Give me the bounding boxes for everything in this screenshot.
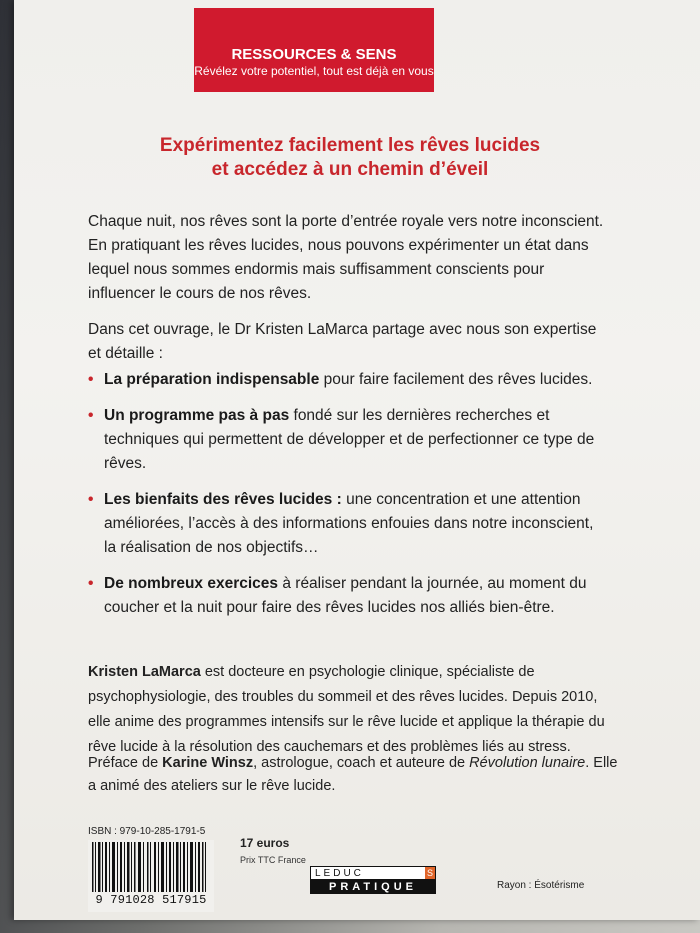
bullet-text: fondé sur les dernières recherches et techniques qui permettent de développer et de perfectionner ce type de rêves. bbox=[104, 407, 595, 472]
bullet-bold: Les bienfaits des rêves lucides : bbox=[104, 491, 342, 508]
author-bio bbox=[88, 660, 618, 760]
publisher-top bbox=[310, 866, 436, 880]
bullet-icon: • bbox=[88, 491, 94, 508]
bullet-text: une concentration et une attention améliorées, l’accès à des informations enfouies dans notre inconscient, la réalisation de nos objectifs… bbox=[104, 491, 594, 556]
preface-suffix: . Elle a animé des ateliers sur le rêve lucide. bbox=[88, 755, 618, 794]
feature-list bbox=[88, 368, 608, 632]
headline-line-2: et accédez à un chemin d’éveil bbox=[211, 159, 489, 180]
preface-middle: , astrologue, coach et auteure de bbox=[253, 755, 470, 771]
bullet-bold: Un programme pas à pas bbox=[104, 407, 290, 424]
intro-paragraph: Chaque nuit, nos rêves sont la porte d’entrée royale vers notre inconscient. En pratiquant les rêves lucides, nous pouvons expérimenter un état dans lequel nous sommes endormis mais suffisamment conscients pour influencer le cours de nos rêves. bbox=[88, 213, 604, 302]
overview-paragraph: Dans cet ouvrage, le Dr Kristen LaMarca partage avec nous son expertise et détaille : bbox=[88, 321, 597, 362]
series-tagline: Révélez votre potentiel, tout est déjà en vous bbox=[194, 64, 434, 78]
isbn-label: ISBN : 979-10-285-1791-5 bbox=[88, 826, 206, 837]
headline-line-1: Expérimentez facilement les rêves lucides bbox=[159, 135, 541, 156]
publisher-logo bbox=[310, 866, 436, 896]
publisher-name: LEDUC bbox=[315, 867, 364, 879]
bullet-text: à réaliser pendant la journée, au moment du coucher et la nuit pour faire des rêves lucides nos alliés bien-être. bbox=[104, 575, 587, 616]
preface-prefix: Préface de bbox=[88, 755, 163, 771]
price-note: Prix TTC France bbox=[240, 855, 306, 865]
preface-note bbox=[88, 752, 618, 798]
bullet-icon: • bbox=[88, 407, 94, 424]
cover-headline bbox=[80, 134, 620, 182]
bullet-text: pour faire facilement des rêves lucides. bbox=[319, 371, 593, 388]
list-item bbox=[88, 404, 608, 476]
bullet-bold: La préparation indispensable bbox=[104, 371, 320, 388]
bullet-icon: • bbox=[88, 371, 94, 388]
list-item bbox=[88, 488, 608, 560]
bullet-bold: De nombreux exercices bbox=[104, 575, 279, 592]
series-title: RESSOURCES & SENS bbox=[231, 46, 397, 63]
list-item bbox=[88, 572, 608, 620]
series-banner bbox=[194, 8, 434, 92]
price-label: 17 euros bbox=[240, 836, 290, 850]
barcode-number: 9 791028 517915 bbox=[88, 892, 214, 908]
preface-name: Karine Winsz bbox=[162, 755, 254, 771]
preface-book: Révolution lunaire bbox=[469, 755, 586, 771]
publisher-imprint: PRATIQUE bbox=[310, 880, 436, 894]
author-bio-text: est docteure en psychologie clinique, spécialiste de psychophysiologie, des troubles du sommeil et des rêves lucides. Depuis 2010, elle anime des programmes intensifs sur le rêve lucide et applique la thérapie du rêve lucide à la résolution des cauchemars et des problèmes liés au stress. bbox=[88, 664, 605, 755]
shelf-category: Rayon : Ésotérisme bbox=[497, 880, 585, 891]
list-item bbox=[88, 368, 608, 392]
publisher-mark: S bbox=[426, 868, 433, 878]
author-name: Kristen LaMarca bbox=[88, 664, 201, 680]
bullet-icon: • bbox=[88, 575, 94, 592]
